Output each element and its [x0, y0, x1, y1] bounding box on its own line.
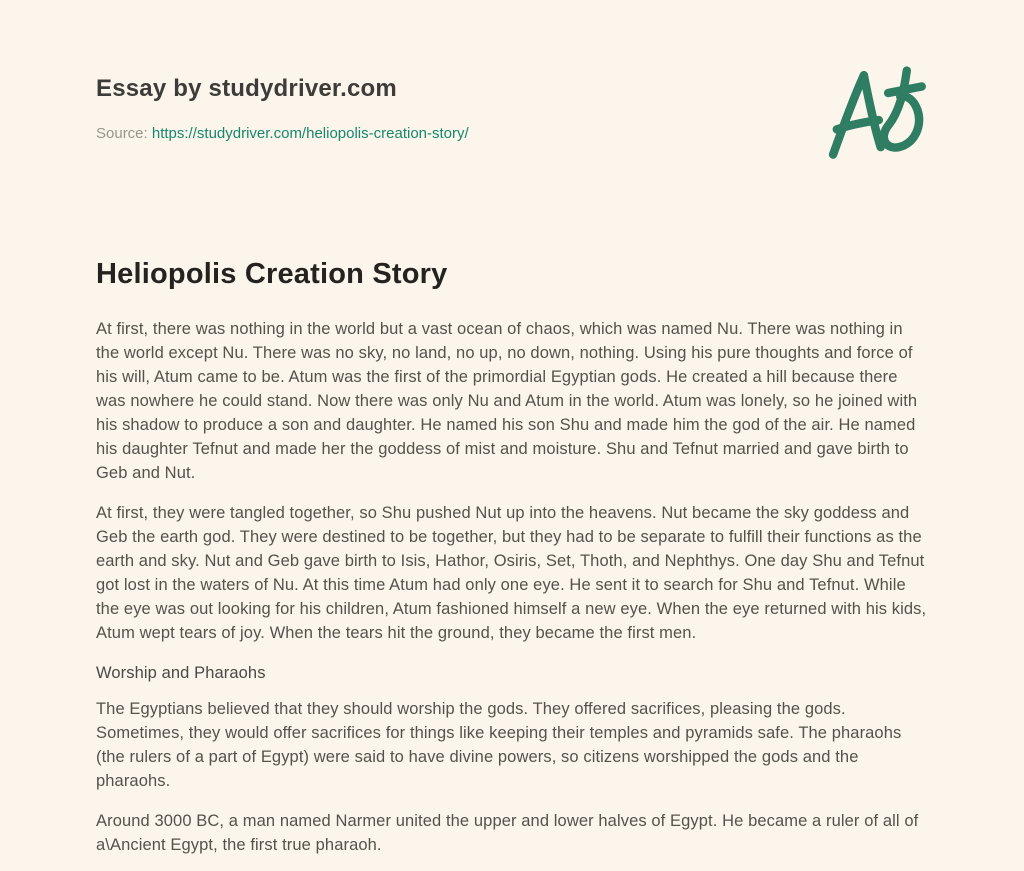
essay-paragraph: At first, there was nothing in the world but a vast ocean of chaos, which was named Nu. There was nothing in the world except Nu. There was no sky, no land, no up, no down, nothing. Using his pure thoughts and force of his will, Atum came to be. Atum was the first of the primordial Egyptian gods. He created a hill because there was nowhere he could stand. Now there was only Nu and Atum in the world. Atum was lonely, so he joined with his shadow to produce a son and daughter. He named his son Shu and made him the god of the air. He named his daughter Tefnut and made her the goddess of mist and moisture. Shu and Tefnut married and gave birth to Geb and Nut. — [96, 320, 918, 482]
content-column — [0, 74, 1024, 857]
essay-paragraph: At first, they were tangled together, so Shu pushed Nut up into the heavens. Nut became the sky goddess and Geb the earth god. They were destined to be together, but they had to be separate to fulfill their functions as the earth and sky. Nut and Geb gave birth to Isis, Hathor, Osiris, Set, Thoth, and Nephthys. One day Shu and Tefnut got lost in the waters of Nu. At this time Atum had only one eye. He sent it to search for Shu and Tefnut. While the eye was out looking for his children, Atum fashioned himself a new eye. When the eye returned with his kids, Atum wept tears of joy. When the tears hit the ground, they became the first men. — [96, 504, 927, 642]
section-heading-worship-and-pharaohs: Worship and Pharaohs — [96, 664, 266, 682]
essay-paragraph: Around 3000 BC, a man named Narmer united the upper and lower halves of Egypt. He became a ruler of all of a\Ancient Egypt, the first true pharaoh. — [96, 812, 919, 854]
source-line — [96, 124, 928, 143]
a-plus-logo-icon — [820, 64, 932, 164]
page-title: Essay by studydriver.com — [96, 75, 397, 102]
essay-title: Heliopolis Creation Story — [96, 258, 448, 290]
source-url-link[interactable]: https://studydriver.com/heliopolis-creation-story/ — [151, 125, 469, 142]
essay-body — [96, 317, 928, 857]
source-label: Source: — [96, 125, 148, 142]
essay-paragraph: The Egyptians believed that they should worship the gods. They offered sacrifices, pleasing the gods. Sometimes, they would offer sacrifices for things like keeping their temples and pyramids safe. The pharaohs (the rulers of a part of Egypt) were said to have divine powers, so citizens worshipped the gods and the pharaohs. — [96, 700, 902, 790]
